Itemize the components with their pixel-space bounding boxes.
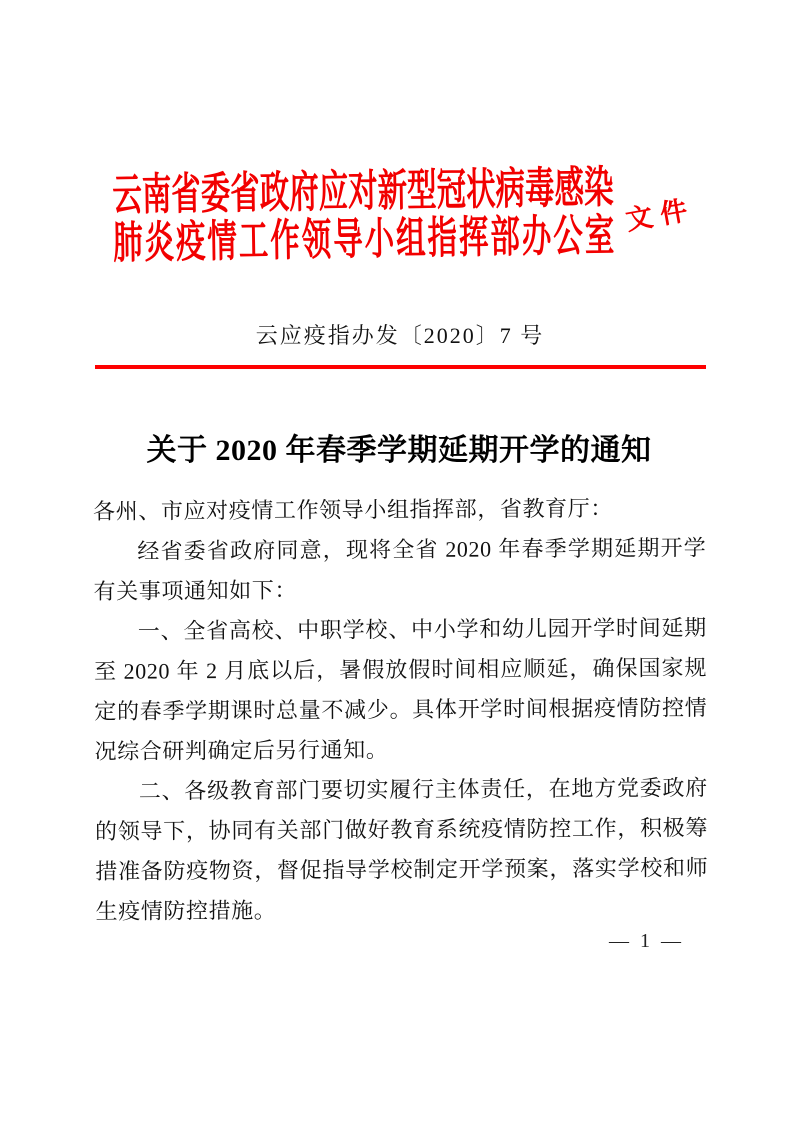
notice-text bbox=[93, 488, 709, 932]
salutation: 各州、市应对疫情工作领导小组指挥部，省教育厅： bbox=[93, 495, 614, 524]
org-title-line-2: 肺炎疫情工作领导小组指挥部办公室 bbox=[112, 211, 615, 268]
letterhead-org-title bbox=[112, 164, 615, 268]
doc-number: 云应疫指办发〔2020〕7 号 bbox=[255, 323, 545, 348]
paragraph-item-2: 二、各级教育部门要切实履行主体责任，在地方党委政府的领导下，协同有关部门做好教育系统疫情防控工作，积极筹措准备防疫物资，督促指导学校制定开学预案，落实学校和师生疫情防控措施。 bbox=[95, 775, 709, 924]
page-number: — 1 — bbox=[609, 930, 684, 952]
doc-type-label: 文件 bbox=[623, 194, 698, 236]
notice-title: 关于 2020 年春季学期延期开学的通知 bbox=[146, 434, 652, 467]
paragraph-intro: 经省委省政府同意，现将全省 2020 年春季学期延期开学有关事项通知如下： bbox=[93, 535, 707, 604]
paragraph-item-1: 一、全省高校、中职学校、中小学和幼儿园开学时间延期至 2020 年 2 月底以后，暑假放假时间相应顺延，确保国家规定的春季学期课时总量不减少。具体开学时间根据疫情防控情况综合研判确定后另行通知。 bbox=[94, 615, 708, 764]
org-title-line-1: 云南省委省政府应对新型冠状病毒感染 bbox=[111, 163, 614, 220]
red-divider-line bbox=[95, 365, 706, 369]
